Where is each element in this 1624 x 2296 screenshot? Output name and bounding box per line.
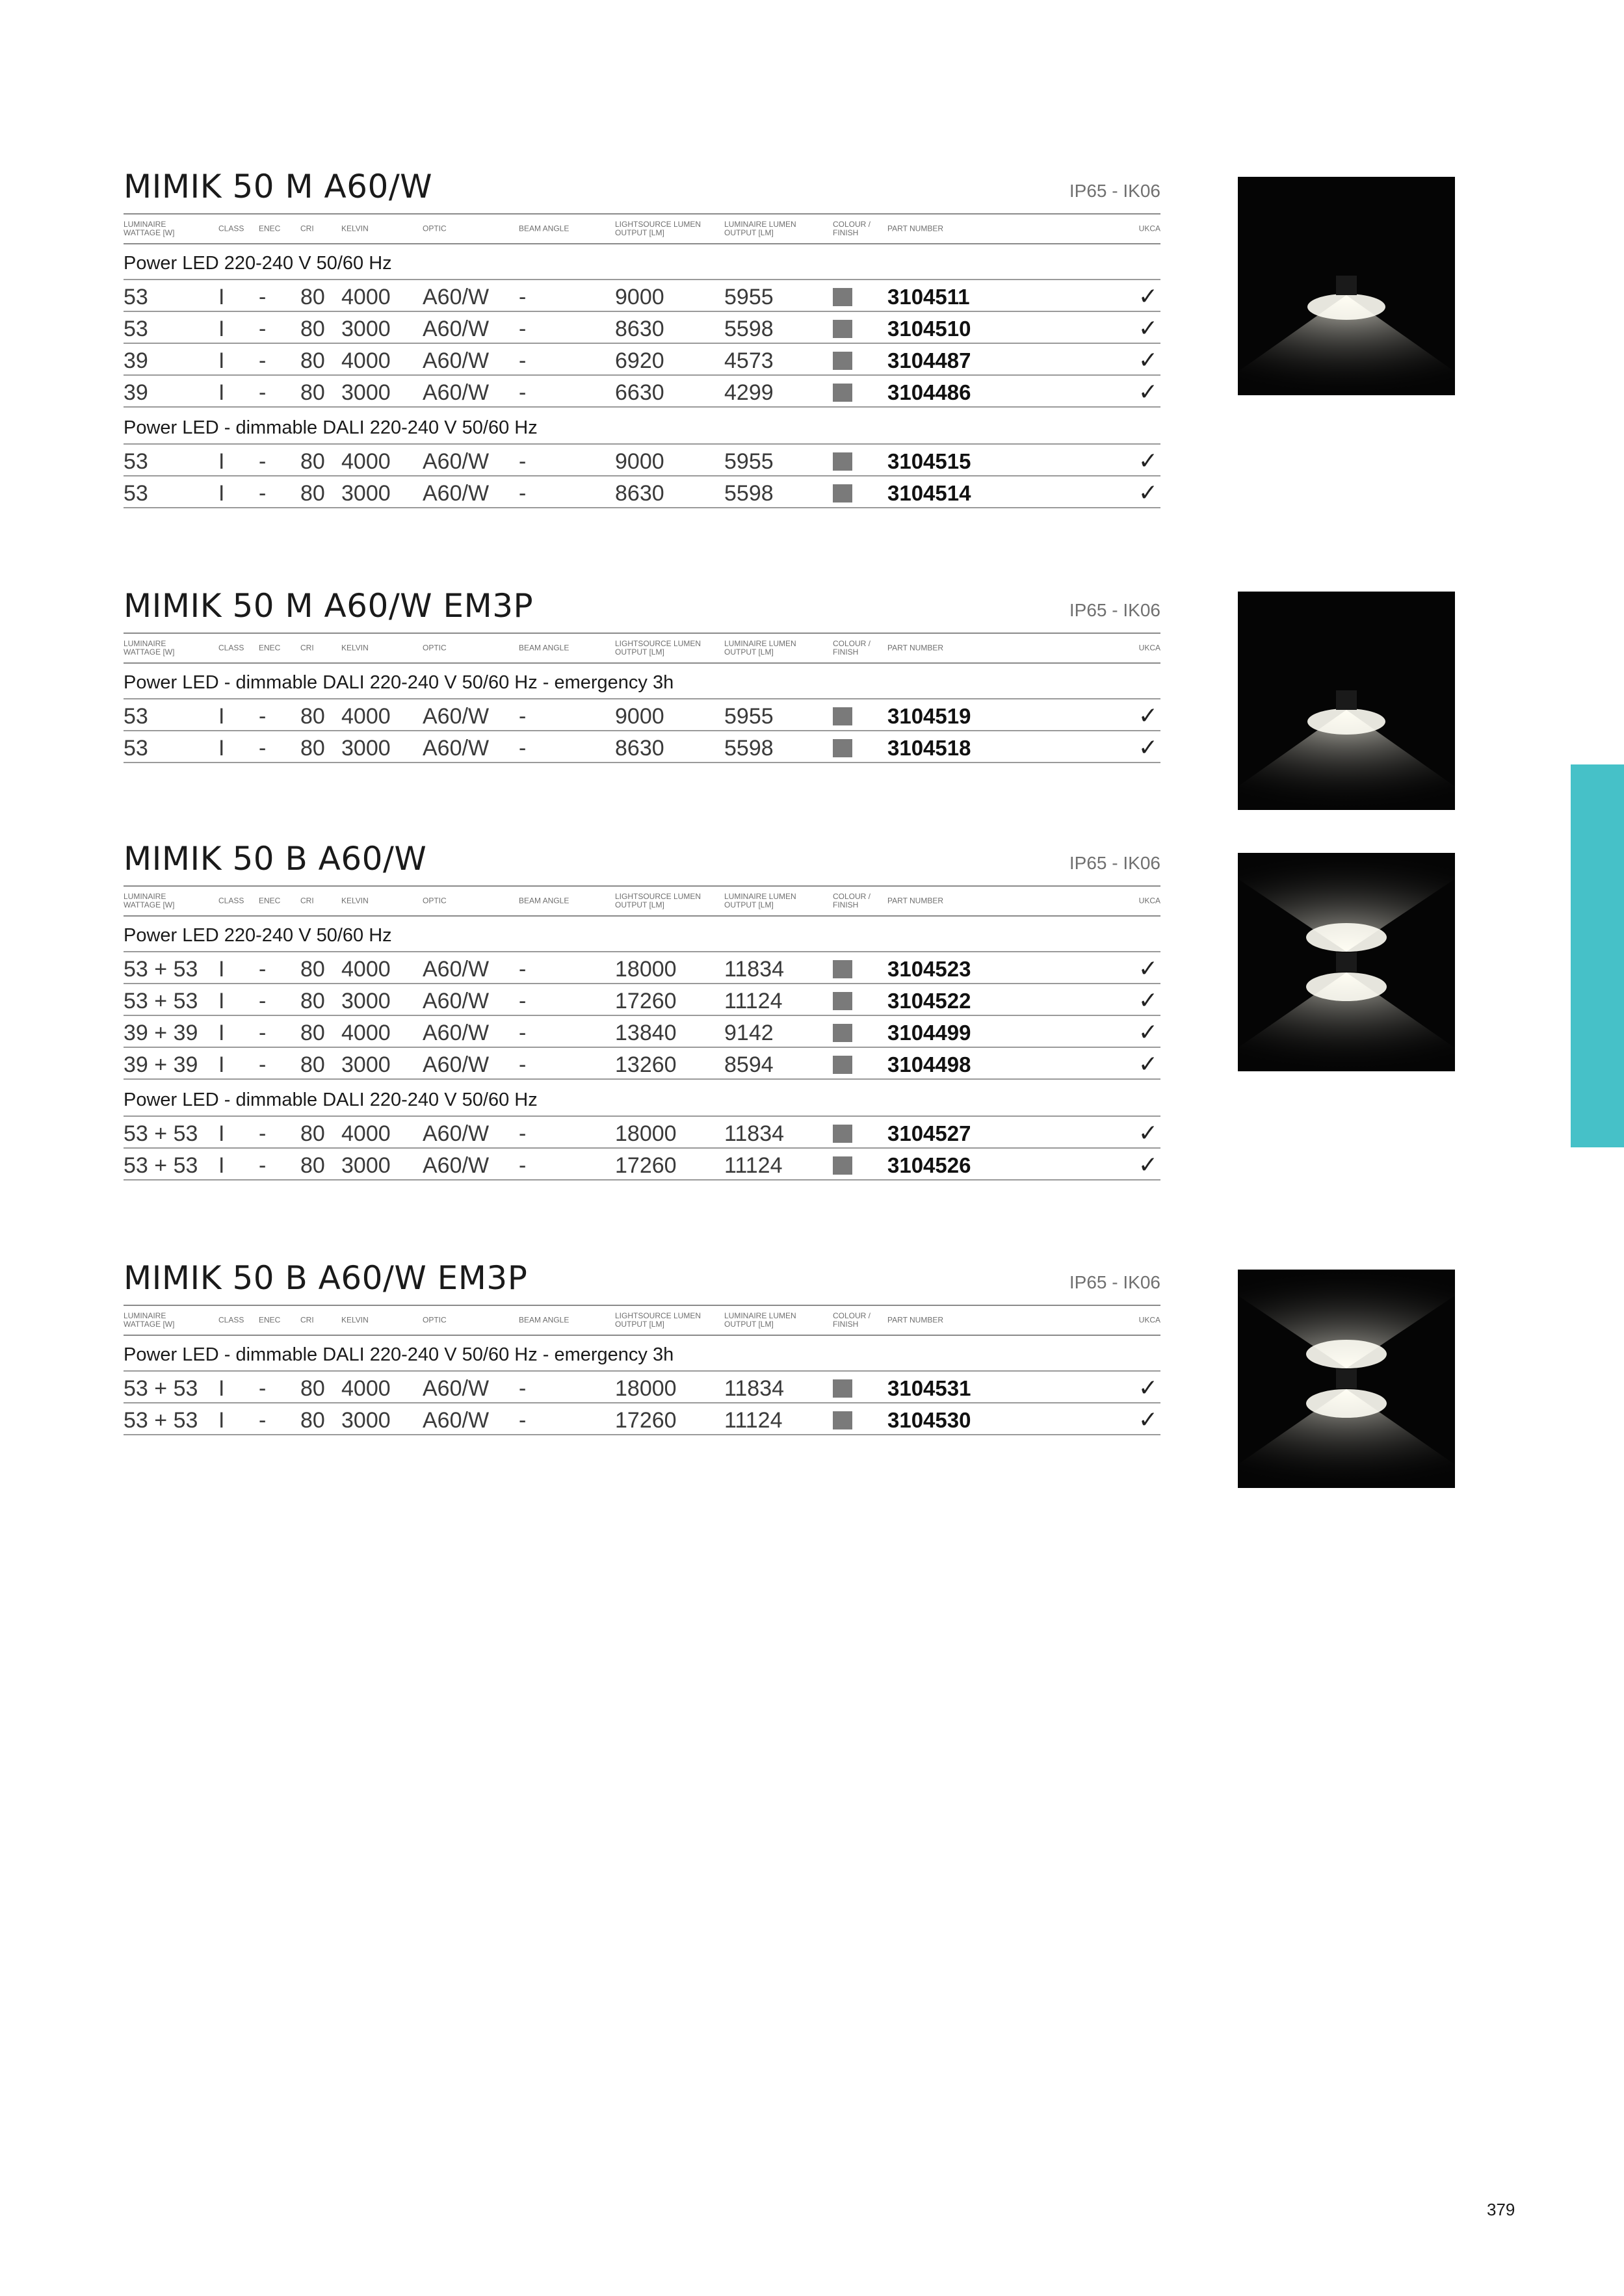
cell-ls-lumen: 13260 [615, 1052, 677, 1077]
colour-swatch [833, 992, 852, 1010]
cell-beam: - [519, 380, 527, 405]
colour-swatch [833, 1056, 852, 1074]
cell-lum-lumen: 11834 [724, 957, 785, 982]
cell-optic: A60/W [423, 1121, 490, 1146]
table-row [124, 984, 1160, 1016]
cell-optic: A60/W [423, 380, 490, 405]
cell-beam: - [519, 1153, 527, 1178]
column-header-cri: CRI [300, 643, 314, 653]
group-label: Power LED 220-240 V 50/60 Hz [124, 243, 1160, 280]
colour-swatch [833, 1379, 852, 1398]
chapter-tab-accent [1571, 764, 1624, 1147]
cell-kelvin: 3000 [341, 736, 391, 761]
cell-lum-lumen: 4299 [724, 380, 774, 405]
product-photo-up-down-light-em3p [1238, 1270, 1455, 1488]
ip-rating: IP65 - IK06 [1069, 853, 1160, 873]
cell-ls-lumen: 9000 [615, 449, 664, 474]
cell-enec: - [259, 1121, 267, 1146]
section-title: MIMIK 50 M A60/W EM3P [124, 587, 534, 625]
cell-wattage: 39 [124, 348, 148, 373]
column-header-beam: BEAM ANGLE [519, 643, 570, 653]
cell-cri: 80 [300, 1021, 325, 1045]
table-row [124, 1149, 1160, 1181]
colour-swatch [833, 384, 852, 402]
cell-ls-lumen: 13840 [615, 1021, 677, 1045]
cell-wattage: 53 [124, 449, 148, 474]
cell-optic: A60/W [423, 481, 490, 506]
cell-optic: A60/W [423, 736, 490, 761]
colour-swatch [833, 707, 852, 725]
check-icon: ✓ [1138, 283, 1158, 309]
cell-enec: - [259, 989, 267, 1013]
cell-wattage: 39 [124, 380, 148, 405]
column-header-ls-lumen: LIGHTSOURCE LUMEN OUTPUT [LM] [615, 1311, 701, 1329]
column-header-wattage: LUMINAIRE WATTAGE [W] [124, 220, 175, 237]
cell-enec: - [259, 1153, 267, 1178]
cell-kelvin: 3000 [341, 1052, 391, 1077]
cell-kelvin: 4000 [341, 1121, 391, 1146]
colour-swatch [833, 320, 852, 338]
cell-class: I [218, 449, 225, 474]
column-header-class: CLASS [218, 224, 244, 233]
table-row [124, 312, 1160, 344]
cell-class: I [218, 380, 225, 405]
column-header-enec: ENEC [259, 224, 281, 233]
product-photo-down-light [1238, 177, 1455, 395]
table-row [124, 376, 1160, 408]
cell-beam: - [519, 1021, 527, 1045]
colour-swatch [833, 288, 852, 306]
cell-enec: - [259, 1052, 267, 1077]
column-header-class: CLASS [218, 896, 244, 906]
cell-class: I [218, 1052, 225, 1077]
cell-optic: A60/W [423, 1376, 490, 1401]
group-label: Power LED 220-240 V 50/60 Hz [124, 915, 1160, 952]
table-row [124, 1372, 1160, 1403]
cell-class: I [218, 957, 225, 982]
colour-swatch [833, 1411, 852, 1429]
cell-part: 3104511 [887, 285, 970, 309]
cell-optic: A60/W [423, 1153, 490, 1178]
cell-enec: - [259, 348, 267, 373]
cell-beam: - [519, 1121, 527, 1146]
group-label: Power LED - dimmable DALI 220-240 V 50/60 Hz [124, 1080, 1160, 1117]
cell-cri: 80 [300, 348, 325, 373]
cell-beam: - [519, 989, 527, 1013]
table-row [124, 476, 1160, 508]
column-header-part: PART NUMBER [887, 224, 944, 233]
cell-ls-lumen: 6630 [615, 380, 664, 405]
cell-class: I [218, 1121, 225, 1146]
colour-swatch [833, 739, 852, 757]
colour-swatch [833, 452, 852, 471]
column-header-row [124, 885, 1160, 917]
cell-cri: 80 [300, 481, 325, 506]
cell-lum-lumen: 11834 [724, 1376, 785, 1401]
column-header-optic: OPTIC [423, 896, 447, 906]
cell-part: 3104522 [887, 989, 971, 1013]
section-title: MIMIK 50 B A60/W [124, 840, 427, 878]
cell-cri: 80 [300, 380, 325, 405]
cell-cri: 80 [300, 1052, 325, 1077]
column-header-lum-lumen: LUMINAIRE LUMEN OUTPUT [LM] [724, 892, 796, 909]
column-header-kelvin: KELVIN [341, 224, 369, 233]
cell-enec: - [259, 317, 267, 341]
cell-enec: - [259, 957, 267, 982]
cell-wattage: 53 + 53 [124, 957, 198, 982]
table-row [124, 1016, 1160, 1048]
column-header-class: CLASS [218, 1315, 244, 1325]
cell-lum-lumen: 5955 [724, 285, 774, 309]
cell-enec: - [259, 736, 267, 761]
column-header-beam: BEAM ANGLE [519, 224, 570, 233]
table-row [124, 952, 1160, 984]
column-header-cri: CRI [300, 224, 314, 233]
column-header-lum-lumen: LUMINAIRE LUMEN OUTPUT [LM] [724, 639, 796, 657]
cell-part: 3104526 [887, 1153, 971, 1177]
cell-lum-lumen: 5955 [724, 449, 774, 474]
column-header-lum-lumen: LUMINAIRE LUMEN OUTPUT [LM] [724, 1311, 796, 1329]
column-header-kelvin: KELVIN [341, 896, 369, 906]
column-header-enec: ENEC [259, 1315, 281, 1325]
cell-part: 3104527 [887, 1121, 971, 1145]
check-icon: ✓ [1138, 447, 1158, 474]
column-header-ukca: UKCA [1138, 224, 1160, 233]
cell-part: 3104487 [887, 348, 971, 372]
cell-enec: - [259, 704, 267, 729]
cell-lum-lumen: 11124 [724, 1153, 783, 1178]
cell-optic: A60/W [423, 317, 490, 341]
group-label: Power LED - dimmable DALI 220-240 V 50/60 Hz - emergency 3h [124, 1335, 1160, 1372]
column-header-wattage: LUMINAIRE WATTAGE [W] [124, 1311, 175, 1329]
column-header-wattage: LUMINAIRE WATTAGE [W] [124, 639, 175, 657]
cell-beam: - [519, 449, 527, 474]
table-body [124, 243, 1160, 508]
column-header-lum-lumen: LUMINAIRE LUMEN OUTPUT [LM] [724, 220, 796, 237]
cell-wattage: 53 + 53 [124, 1376, 198, 1401]
cell-lum-lumen: 4573 [724, 348, 774, 373]
cell-beam: - [519, 1376, 527, 1401]
cell-beam: - [519, 957, 527, 982]
cell-kelvin: 4000 [341, 957, 391, 982]
column-header-part: PART NUMBER [887, 1315, 944, 1325]
column-header-row [124, 633, 1160, 664]
column-header-wattage: LUMINAIRE WATTAGE [W] [124, 892, 175, 909]
cell-wattage: 39 + 39 [124, 1021, 198, 1045]
cell-kelvin: 4000 [341, 285, 391, 309]
cell-class: I [218, 1153, 225, 1178]
cell-class: I [218, 348, 225, 373]
cell-ls-lumen: 8630 [615, 317, 664, 341]
cell-kelvin: 4000 [341, 449, 391, 474]
cell-kelvin: 3000 [341, 481, 391, 506]
cell-ls-lumen: 8630 [615, 736, 664, 761]
section-title: MIMIK 50 M A60/W [124, 168, 433, 205]
column-header-colour: COLOUR / FINISH [833, 1311, 871, 1329]
colour-swatch [833, 352, 852, 370]
table-row [124, 280, 1160, 312]
cell-enec: - [259, 1376, 267, 1401]
cell-wattage: 53 + 53 [124, 1121, 198, 1146]
cell-part: 3104523 [887, 957, 971, 981]
table-row [124, 344, 1160, 376]
column-header-colour: COLOUR / FINISH [833, 892, 871, 909]
cell-class: I [218, 1408, 225, 1433]
cell-class: I [218, 317, 225, 341]
cell-kelvin: 4000 [341, 1376, 391, 1401]
column-header-cri: CRI [300, 896, 314, 906]
column-header-ukca: UKCA [1138, 643, 1160, 653]
column-header-ukca: UKCA [1138, 896, 1160, 906]
cell-beam: - [519, 704, 527, 729]
cell-kelvin: 3000 [341, 380, 391, 405]
cell-wattage: 53 [124, 317, 148, 341]
cell-ls-lumen: 17260 [615, 989, 677, 1013]
check-icon: ✓ [1138, 346, 1158, 373]
table-row [124, 731, 1160, 763]
cell-class: I [218, 736, 225, 761]
cell-lum-lumen: 5598 [724, 317, 774, 341]
cell-kelvin: 3000 [341, 317, 391, 341]
group-label: Power LED - dimmable DALI 220-240 V 50/60 Hz [124, 408, 1160, 445]
cell-enec: - [259, 1021, 267, 1045]
column-header-colour: COLOUR / FINISH [833, 639, 871, 657]
cell-wattage: 53 + 53 [124, 1408, 198, 1433]
cell-cri: 80 [300, 989, 325, 1013]
cell-optic: A60/W [423, 1052, 490, 1077]
cell-lum-lumen: 11834 [724, 1121, 785, 1146]
column-header-class: CLASS [218, 643, 244, 653]
cell-part: 3104530 [887, 1408, 971, 1432]
page-number: 379 [1487, 2200, 1515, 2219]
column-header-optic: OPTIC [423, 643, 447, 653]
cell-ls-lumen: 17260 [615, 1153, 677, 1178]
column-header-row [124, 1305, 1160, 1336]
check-icon: ✓ [1138, 1406, 1158, 1433]
colour-swatch [833, 1125, 852, 1143]
cell-kelvin: 4000 [341, 704, 391, 729]
cell-beam: - [519, 348, 527, 373]
cell-optic: A60/W [423, 704, 490, 729]
cell-enec: - [259, 1408, 267, 1433]
cell-wattage: 53 [124, 285, 148, 309]
colour-swatch [833, 960, 852, 978]
table-body [124, 915, 1160, 1181]
cell-lum-lumen: 5598 [724, 736, 774, 761]
cell-optic: A60/W [423, 449, 490, 474]
cell-cri: 80 [300, 449, 325, 474]
cell-wattage: 53 [124, 704, 148, 729]
column-header-enec: ENEC [259, 643, 281, 653]
cell-lum-lumen: 11124 [724, 989, 783, 1013]
cell-ls-lumen: 6920 [615, 348, 664, 373]
cell-beam: - [519, 1052, 527, 1077]
cell-ls-lumen: 18000 [615, 957, 677, 982]
check-icon: ✓ [1138, 955, 1158, 982]
cell-kelvin: 4000 [341, 1021, 391, 1045]
table-row [124, 1403, 1160, 1435]
check-icon: ✓ [1138, 734, 1158, 761]
cell-cri: 80 [300, 1376, 325, 1401]
column-header-part: PART NUMBER [887, 896, 944, 906]
column-header-optic: OPTIC [423, 1315, 447, 1325]
column-header-enec: ENEC [259, 896, 281, 906]
cell-cri: 80 [300, 285, 325, 309]
ip-rating: IP65 - IK06 [1069, 181, 1160, 201]
check-icon: ✓ [1138, 987, 1158, 1013]
cell-ls-lumen: 9000 [615, 704, 664, 729]
cell-optic: A60/W [423, 348, 490, 373]
cell-beam: - [519, 481, 527, 506]
cell-optic: A60/W [423, 989, 490, 1013]
column-header-part: PART NUMBER [887, 643, 944, 653]
cell-part: 3104515 [887, 449, 971, 473]
check-icon: ✓ [1138, 315, 1158, 341]
cell-cri: 80 [300, 1121, 325, 1146]
cell-kelvin: 4000 [341, 348, 391, 373]
column-header-colour: COLOUR / FINISH [833, 220, 871, 237]
table-body [124, 662, 1160, 763]
product-photo-up-down-light [1238, 853, 1455, 1071]
cell-optic: A60/W [423, 285, 490, 309]
cell-ls-lumen: 8630 [615, 481, 664, 506]
column-header-row [124, 213, 1160, 244]
cell-kelvin: 3000 [341, 1153, 391, 1178]
table-row [124, 445, 1160, 476]
cell-beam: - [519, 736, 527, 761]
cell-class: I [218, 285, 225, 309]
check-icon: ✓ [1138, 1019, 1158, 1045]
cell-ls-lumen: 9000 [615, 285, 664, 309]
cell-part: 3104499 [887, 1021, 971, 1045]
ip-rating: IP65 - IK06 [1069, 600, 1160, 620]
column-header-ukca: UKCA [1138, 1315, 1160, 1325]
cell-cri: 80 [300, 704, 325, 729]
column-header-kelvin: KELVIN [341, 1315, 369, 1325]
check-icon: ✓ [1138, 1151, 1158, 1178]
cell-lum-lumen: 5955 [724, 704, 774, 729]
cell-part: 3104486 [887, 380, 971, 404]
table-row [124, 699, 1160, 731]
cell-beam: - [519, 1408, 527, 1433]
cell-lum-lumen: 8594 [724, 1052, 774, 1077]
cell-class: I [218, 704, 225, 729]
cell-cri: 80 [300, 1153, 325, 1178]
cell-cri: 80 [300, 317, 325, 341]
colour-swatch [833, 484, 852, 502]
cell-part: 3104518 [887, 736, 971, 760]
cell-optic: A60/W [423, 1408, 490, 1433]
cell-beam: - [519, 317, 527, 341]
cell-part: 3104519 [887, 704, 971, 728]
cell-wattage: 53 [124, 481, 148, 506]
cell-wattage: 39 + 39 [124, 1052, 198, 1077]
cell-enec: - [259, 481, 267, 506]
product-photo-down-light-em3p [1238, 592, 1455, 810]
cell-cri: 80 [300, 1408, 325, 1433]
cell-wattage: 53 + 53 [124, 1153, 198, 1178]
column-header-optic: OPTIC [423, 224, 447, 233]
cell-enec: - [259, 380, 267, 405]
group-label: Power LED - dimmable DALI 220-240 V 50/60 Hz - emergency 3h [124, 662, 1160, 699]
table-row [124, 1117, 1160, 1149]
column-header-beam: BEAM ANGLE [519, 896, 570, 906]
cell-cri: 80 [300, 957, 325, 982]
cell-kelvin: 3000 [341, 1408, 391, 1433]
cell-class: I [218, 481, 225, 506]
cell-class: I [218, 1376, 225, 1401]
check-icon: ✓ [1138, 1119, 1158, 1146]
cell-part: 3104531 [887, 1376, 971, 1400]
column-header-ls-lumen: LIGHTSOURCE LUMEN OUTPUT [LM] [615, 220, 701, 237]
cell-enec: - [259, 285, 267, 309]
cell-kelvin: 3000 [341, 989, 391, 1013]
cell-part: 3104514 [887, 481, 971, 505]
column-header-beam: BEAM ANGLE [519, 1315, 570, 1325]
cell-ls-lumen: 17260 [615, 1408, 677, 1433]
column-header-cri: CRI [300, 1315, 314, 1325]
column-header-ls-lumen: LIGHTSOURCE LUMEN OUTPUT [LM] [615, 892, 701, 909]
column-header-kelvin: KELVIN [341, 643, 369, 653]
colour-swatch [833, 1156, 852, 1175]
check-icon: ✓ [1138, 479, 1158, 506]
check-icon: ✓ [1138, 1050, 1158, 1077]
cell-lum-lumen: 11124 [724, 1408, 783, 1433]
ip-rating: IP65 - IK06 [1069, 1272, 1160, 1292]
table-row [124, 1048, 1160, 1080]
cell-ls-lumen: 18000 [615, 1376, 677, 1401]
check-icon: ✓ [1138, 1374, 1158, 1401]
check-icon: ✓ [1138, 378, 1158, 405]
cell-lum-lumen: 9142 [724, 1021, 774, 1045]
cell-class: I [218, 1021, 225, 1045]
cell-enec: - [259, 449, 267, 474]
colour-swatch [833, 1024, 852, 1042]
cell-beam: - [519, 285, 527, 309]
column-header-ls-lumen: LIGHTSOURCE LUMEN OUTPUT [LM] [615, 639, 701, 657]
cell-cri: 80 [300, 736, 325, 761]
check-icon: ✓ [1138, 702, 1158, 729]
section-title: MIMIK 50 B A60/W EM3P [124, 1259, 528, 1297]
cell-ls-lumen: 18000 [615, 1121, 677, 1146]
cell-optic: A60/W [423, 957, 490, 982]
cell-optic: A60/W [423, 1021, 490, 1045]
cell-part: 3104510 [887, 317, 971, 341]
table-body [124, 1335, 1160, 1435]
cell-class: I [218, 989, 225, 1013]
cell-wattage: 53 + 53 [124, 989, 198, 1013]
cell-lum-lumen: 5598 [724, 481, 774, 506]
cell-wattage: 53 [124, 736, 148, 761]
cell-part: 3104498 [887, 1052, 971, 1076]
